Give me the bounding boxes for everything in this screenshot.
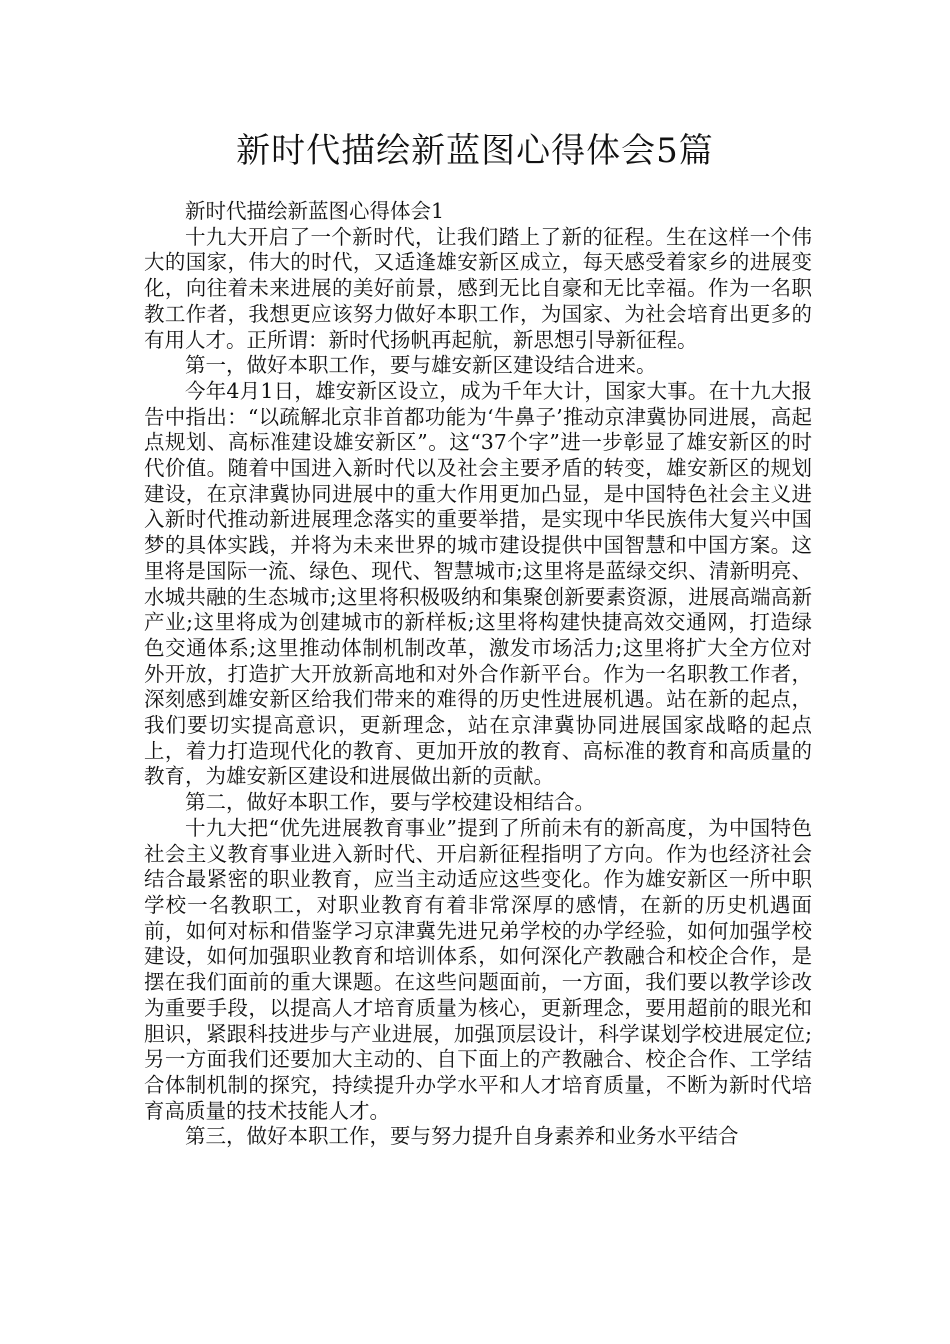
point-heading: 第一，做好本职工作，要与雄安新区建设结合进来。 bbox=[185, 353, 657, 378]
point-heading: 第二，做好本职工作，要与学校建设相结合。 bbox=[185, 790, 595, 815]
document-body bbox=[144, 199, 812, 1150]
point-heading: 第三，做好本职工作，要与努力提升自身素养和业务水平结合 bbox=[185, 1124, 739, 1149]
paragraph: 今年4月1日，雄安新区设立，成为千年大计，国家大事。在十九大报告中指出：“以疏解北京非首都功能为‘牛鼻子’推动京津冀协同进展，高起点规划、高标准建设雄安新区”。这“37个字”进一步彰显了雄安新区的时代价值。随着中国进入新时代以及社会主要矛盾的转变，雄安新区的规划建设，在京津冀协同进展中的重大作用更加凸显，是中国特色社会主义进入新时代推动新进展理念落实的重要举措，是实现中华民族伟大复兴中国梦的具体实践，并将为未来世界的城市建设提供中国智慧和中国方案。这里将是国际一流、绿色、现代、智慧城市;这里将是蓝绿交织、清新明亮、水城共融的生态城市;这里将积极吸纳和集聚创新要素资源，进展高端高新产业;这里将成为创建城市的新样板;这里将构建快捷高效交通网，打造绿色交通体系;这里推动体制机制改革，激发市场活力;这里将扩大全方位对外开放，打造扩大开放新高地和对外合作新平台。作为一名职教工作者，深刻感到雄安新区给我们带来的难得的历史性进展机遇。站在新的起点，我们要切实提高意识，更新理念，站在京津冀协同进展国家战略的起点上，着力打造现代化的教育、更加开放的教育、高标准的教育和高质量的教育，为雄安新区建设和进展做出新的贡献。 bbox=[144, 378, 812, 789]
paragraph: 十九大开启了一个新时代，让我们踏上了新的征程。生在这样一个伟大的国家，伟大的时代，又适逢雄安新区成立，每天感受着家乡的进展变化，向往着未来进展的美好前景，感到无比自豪和无比幸福。作为一名职教工作者，我想更应该努力做好本职工作，为国家、为社会培育出更多的有用人才。正所谓：新时代扬帆再起航，新思想引导新征程。 bbox=[144, 224, 812, 352]
section-heading: 新时代描绘新蓝图心得体会1 bbox=[185, 199, 445, 223]
document-title: 新时代描绘新蓝图心得体会5篇 bbox=[236, 131, 714, 171]
paragraph: 十九大把“优先进展教育事业”提到了所前未有的新高度，为中国特色社会主义教育事业进入新时代、开启新征程指明了方向。作为也经济社会结合最紧密的职业教育，应当主动适应这些变化。作为雄安新区一所中职学校一名教职工，对职业教育有着非常深厚的感情，在新的历史机遇面前，如何对标和借鉴学习京津冀先进兄弟学校的办学经验，如何加强学校建设，如何加强职业教育和培训体系，如何深化产教融合和校企合作，是摆在我们面前的重大课题。在这些问题面前，一方面，我们要以教学诊改为重要手段，以提高人才培育质量为核心，更新理念，要用超前的眼光和胆识，紧跟科技进步与产业进展，加强顶层设计，科学谋划学校进展定位;另一方面我们还要加大主动的、自下面上的产教融合、校企合作、工学结合体制机制的探究，持续提升办学水平和人才培育质量，不断为新时代培育高质量的技术技能人才。 bbox=[144, 815, 812, 1123]
